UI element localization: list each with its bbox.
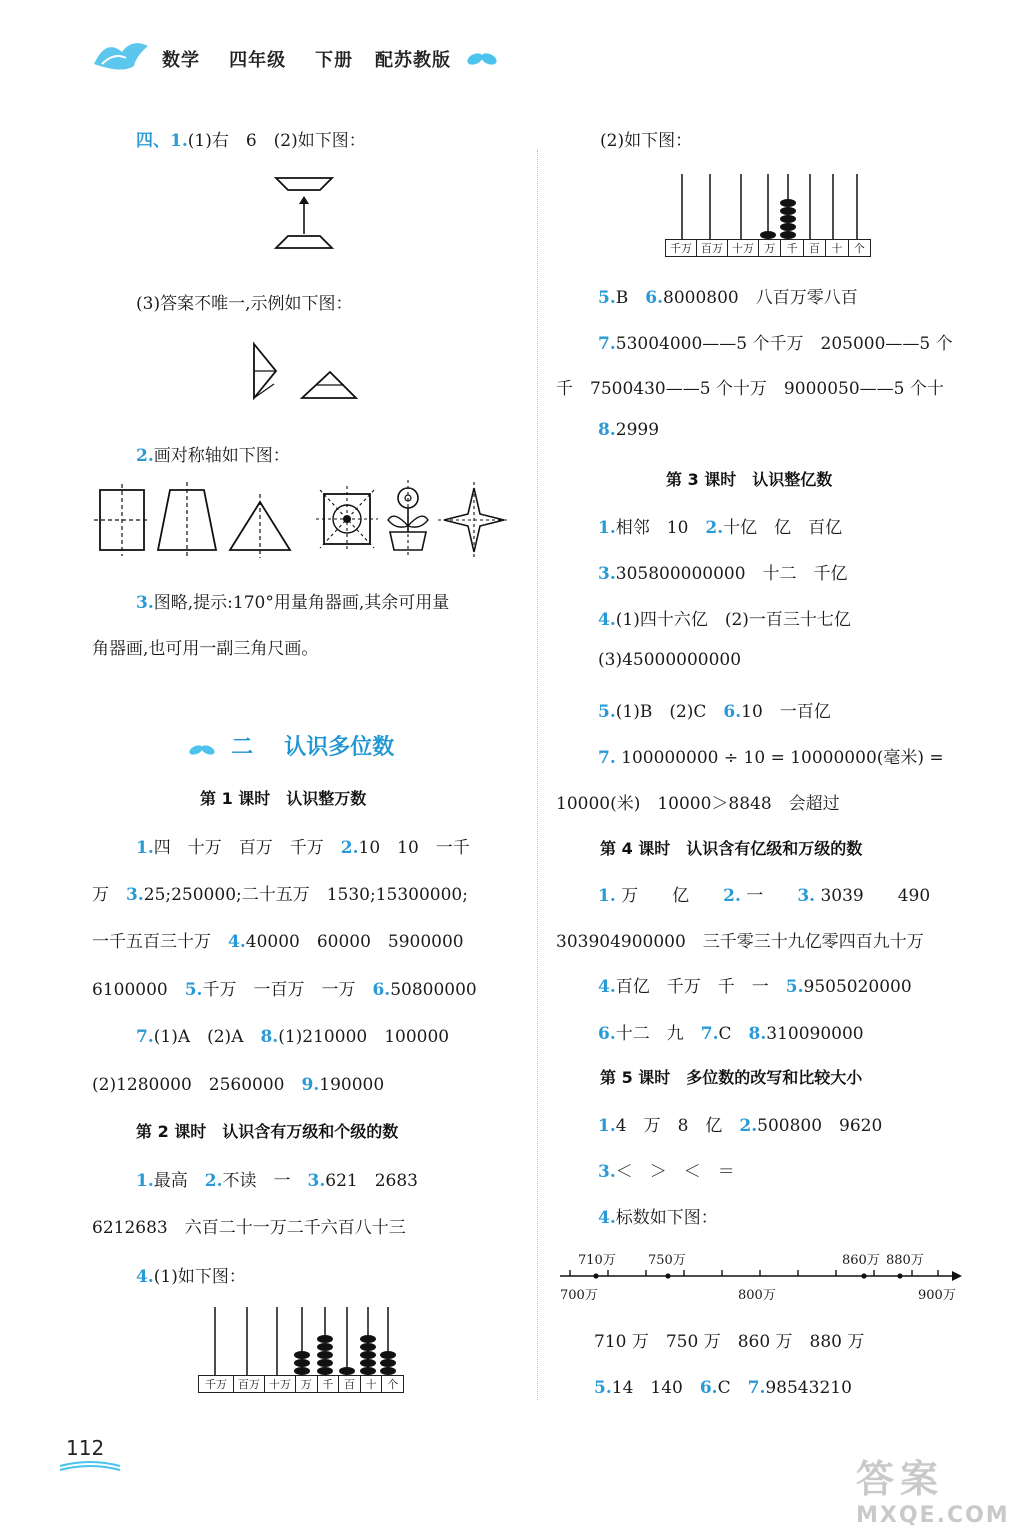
s2-line-2: 6212683 六百二十一万二千六百八十三 [92, 1218, 406, 1238]
s4-line-2: 303904900000 三千零三十九亿零四百九十万 [556, 932, 924, 952]
s5-line-1: 1.4 万 8 亿 2.500800 9620 [598, 1116, 883, 1136]
s5-line-4: 710 万 750 万 860 万 880 万 [594, 1332, 865, 1352]
trapezoid-translation-figure [270, 172, 340, 262]
abacus-left [198, 1305, 404, 1393]
symmetry-axis-figures [92, 480, 512, 560]
s1-line-3: 一千五百三十万 4.40000 60000 5900000 [92, 932, 464, 952]
numline-label-900: 900万 [918, 1288, 956, 1303]
watermark-line-2: MXQE.COM [856, 1503, 1010, 1528]
s3-line-1: 1.相邻 10 2.十亿 亿 百亿 [598, 518, 843, 538]
s4-line-3: 4.百亿 千万 千 一 5.9505020000 [598, 977, 912, 997]
header-subject: 数学 [162, 50, 200, 71]
page-number-box [58, 1432, 122, 1472]
lesson-5-title: 第 5 课时 多位数的改写和比较大小 [600, 1068, 863, 1087]
header-bar [162, 46, 451, 72]
header-edition: 配苏教版 [374, 50, 451, 71]
left-line-5: 角器画,也可用一副三角尺画。 [92, 639, 319, 659]
abacus-right-labels: 千万 百万 十万 万 千 百 十 个 [665, 239, 871, 257]
s3-line-4: (3)45000000000 [598, 650, 742, 670]
left-line-4: 3.图略,提示:170°用量角器画,其余可用量 [136, 593, 450, 613]
right-line-4: 千 7500430——5 个十万 9000050——5 个十 [556, 379, 944, 399]
numline-label-880: 880万 [886, 1253, 924, 1268]
column-divider [537, 150, 538, 1400]
s1-line-2: 万 3.25;250000;二十五万 1530;15300000; [92, 885, 468, 905]
s1-line-1: 1.四 十万 百万 千万 2.10 10 一千 [136, 838, 470, 858]
chapter-title: 认识多位数 [284, 735, 395, 760]
triangle-example-figure [244, 340, 360, 406]
numline-label-700: 700万 [560, 1288, 598, 1303]
s3-line-7: 10000(米) 10000＞8848 会超过 [556, 794, 840, 814]
number-line [556, 1246, 966, 1306]
s5-line-2: 3.＜ ＞ ＜ ＝ [598, 1162, 735, 1182]
header-volume: 下册 [315, 50, 354, 71]
chapter-heading [188, 730, 394, 761]
s1-line-6: (2)1280000 2560000 9.190000 [92, 1075, 385, 1095]
lesson-2-title: 第 2 课时 认识含有万级和个级的数 [136, 1122, 399, 1141]
watermark-line-1: 答案 [856, 1457, 945, 1501]
chapter-leaf-icon [188, 742, 216, 758]
numline-label-750: 750万 [648, 1253, 686, 1268]
right-line-3: 7.53004000——5 个千万 205000——5 个 [598, 334, 953, 354]
s3-line-6: 7. 100000000 ÷ 10 = 10000000(毫米) = [598, 748, 944, 768]
s3-line-5: 5.(1)B (2)C 6.10 一百亿 [598, 702, 831, 722]
s3-line-2: 3.305800000000 十二 千亿 [598, 564, 848, 584]
watermark [856, 1448, 1026, 1532]
leaf-icon [466, 50, 498, 72]
abacus-right [665, 172, 871, 260]
abacus-left-labels: 千万 百万 十万 万 千 百 十 个 [198, 1375, 404, 1393]
s4-line-4: 6.十二 九 7.C 8.310090000 [598, 1024, 864, 1044]
s1-line-5: 7.(1)A (2)A 8.(1)210000 100000 [136, 1027, 450, 1047]
lesson-1-title: 第 1 课时 认识整万数 [200, 789, 367, 808]
left-line-2: (3)答案不唯一,示例如下图： [136, 294, 353, 314]
header-grade: 四年级 [229, 50, 287, 71]
numline-label-710: 710万 [578, 1253, 616, 1268]
left-line-1: 四、1.(1)右 6 (2)如下图： [136, 131, 366, 151]
lesson-4-title: 第 4 课时 认识含有亿级和万级的数 [600, 839, 863, 858]
s1-line-4: 6100000 5.千万 一百万 一万 6.50800000 [92, 980, 477, 1000]
header-logo [92, 34, 152, 80]
s5-line-3: 4.标数如下图： [598, 1208, 718, 1228]
page-number: 112 [66, 1436, 105, 1460]
s2-line-3: 4.(1)如下图： [136, 1267, 246, 1287]
s5-line-5: 5.14 140 6.C 7.98543210 [594, 1378, 852, 1398]
numline-label-800: 800万 [738, 1288, 776, 1303]
s3-line-3: 4.(1)四十六亿 (2)一百三十七亿 [598, 610, 851, 630]
lesson-3-title: 第 3 课时 认识整亿数 [666, 470, 833, 489]
right-line-5: 8.2999 [598, 420, 660, 440]
left-line-3: 2.画对称轴如下图： [136, 446, 290, 466]
chapter-number: 二 [231, 735, 254, 760]
s2-line-1: 1.最高 2.不读 一 3.621 2683 [136, 1171, 418, 1191]
right-line-2: 5.B 6.8000800 八百万零八百 [598, 288, 858, 308]
s4-line-1: 1. 万 亿 2. 一 3. 3039 490 [598, 886, 931, 906]
right-line-1: (2)如下图： [600, 131, 693, 151]
numline-label-860: 860万 [842, 1253, 880, 1268]
